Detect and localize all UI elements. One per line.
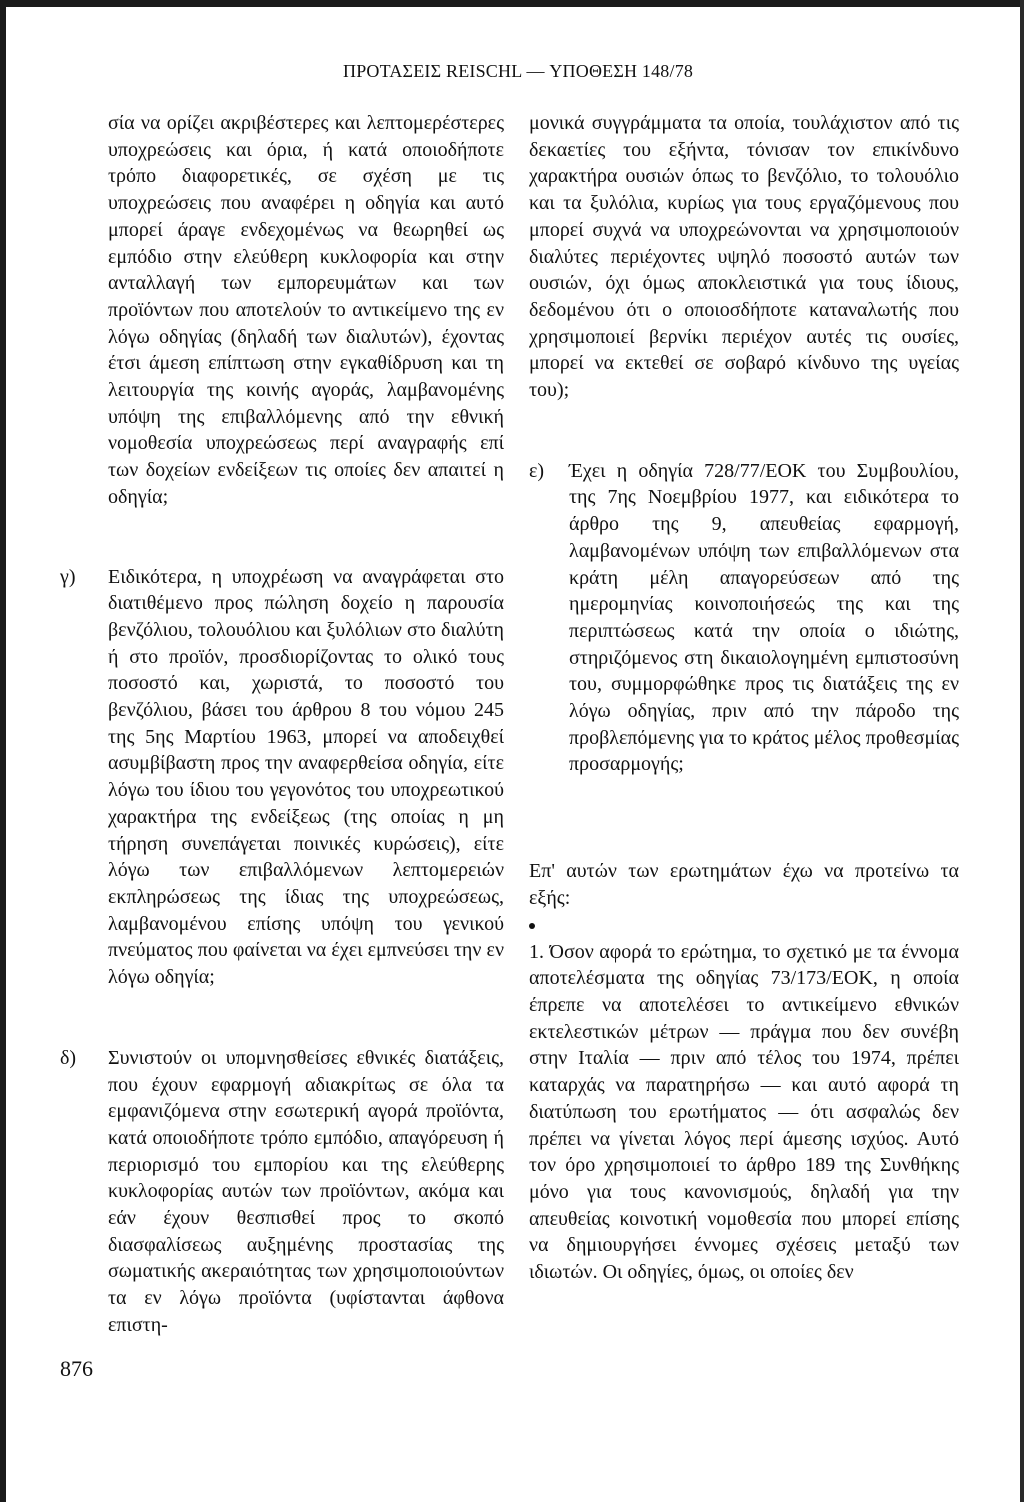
question-epsilon-text: Έχει η οδηγία 728/77/ΕΟΚ του Συμβουλίου, της 7ης Νοεμβρίου 1977, και ειδικότερα το άρθρο της 9, απευθείας εφαρμογή, λαμβανομένων υπόψη των επιβαλλόμενων στα κράτη μέλη απαγορεύσεων από της ημερομηνίας κοινοποιήσεώς της και της περιπτώσεως κατά την οποία ο ιδιώτης, στηριζόμενος στη δικαιολογημένη εμπιστοσύνη του, συμμορφώθηκε προς τις διατάξεις της εν λόγω οδηγίας, πριν από την πάροδο της προβλεπόμενης για το κράτος μέλος προθεσμίας προσαρμογής; [569, 459, 959, 776]
scan-border-top [0, 0, 1024, 7]
bullet-dot [529, 912, 959, 939]
question-delta-text: Συνιστούν οι υπομνησθείσες εθνικές διατάξεις, που έχουν εφαρμογή αδιακρίτως σε όλα τα εμφανιζόμενα στην εσωτερική αγορά προϊόντα, κατά οποιοδήποτε τρόπο εμπόδιο, απαγόρευση ή περιορισμό του εμπορίου και της ελεύθερης κυκλοφορίας αυτών των προϊόντων, ακόμα και εάν έχουν θεσπισθεί προς το σκοπό διασφαλίσεως αυξημένης προστασίας της σωματικής ακεραιότητας των χρησιμοποιούντων τα εν λόγω προϊόντα (υφίστανται άφθονα επιστη- [108, 1046, 504, 1336]
left-column [60, 110, 504, 1339]
question-epsilon-marker: ε) [529, 459, 545, 482]
right-intro-paragraph: μονικά συγγράμματα τα οποία, τουλάχιστον από τις δεκαετίες του εξήντα, τόνισαν τον επικίνδυνο χαρακτήρα ουσιών όπως το βενζόλιο, το τολουόλιο και τα ξυλόλια, κυρίως για τους εργαζόμενους που μπορεί συχνά να υποχρεώνονται να χρησιμοποιούν διαλύτες περιέχοντες υψηλό ποσοστό αυτών των ουσιών, όχι όμως αποκλειστικά για τους ίδιους, δεδομένου ότι ο οποιοσδήποτε καταναλωτής που χρησιμοποιεί βερνίκι περιέχον αυτές τις ουσίες, μπορεί να εκτεθεί σε σοβαρό κίνδυνο της υγείας του); [529, 112, 959, 402]
question-epsilon [529, 458, 959, 778]
running-header: ΠΡΟΤΑΣΕΙΣ REISCHL — ΥΠΟΘΕΣΗ 148/78 [343, 61, 694, 81]
question-delta-marker: δ) [60, 1046, 77, 1069]
question-gamma-marker: γ) [60, 565, 76, 588]
page-number: 876 [60, 1356, 93, 1381]
scan-border-left [0, 0, 6, 1502]
left-intro-paragraph: σία να ορίζει ακριβέστερες και λεπτομερέστερες υποχρεώσεις και όρια, ή κατά οποιοδήποτε τρόπο διαφορετικές, σε σχέση με τις υποχρεώσεις που αναφέρει η οδηγία και αυτό μπορεί άραγε ενδεχομένως να θεωρηθεί ως εμπόδιο στην ελεύθερη κυκλοφορία και στην ανταλλαγή των εμπορευμάτων και των προϊόντων που αποτελούν το αντικείμενο της εν λόγω οδηγίας (δηλαδή των διαλυτών), έχοντας έτσι άμεση επίπτωση στην εγκαθίδρυση και τη λειτουργία της κοινής αγοράς, λαμβανομένης υπόψη της επιβαλλόμενης από την εθνική νομοθεσία υποχρεώσεως περί αναγραφής επί των δοχείων ενδείξεων τις οποίες δεν απαιτεί η οδηγία; [108, 112, 504, 508]
right-column [529, 110, 959, 1286]
question-gamma-text: Ειδικότερα, η υποχρέωση να αναγράφεται στο διατιθέμενο προς πώληση δοχείο η παρουσία βενζόλιου, τολουόλιου και ξυλόλιων στο διαλύτη ή στο προϊόν, προσδιορίζοντας το ολικό τους ποσοστό και, χωριστά, το ποσοστό του βενζόλιου, βάσει του άρθρου 8 του νόμου 245 της 5ης Μαρτίου 1963, μπορεί να αποδειχθεί ασυμβίβαστη προς την αναφερθείσα οδηγία, είτε λόγω του ίδιου του γεγονότος του υποχρεωτικού χαρακτήρα της ενδείξεως (της οποίας η μη τήρηση συνεπάγεται ποινικές κυρώσεις), είτε λόγω των επιβαλλόμενων λεπτομερειών εκπληρώσεως της ίδιας της υποχρεώσεως, λαμβανομένου επίσης υπόψη του γενικού πνεύματος που φαίνεται να έχει εμπνεύσει την εν λόγω οδηγία; [108, 565, 504, 989]
bullet-mark [529, 923, 535, 929]
proposal-intro: Επ' αυτών των ερωτημάτων έχω να προτείνω τα εξής: [529, 860, 959, 909]
question-delta [60, 1045, 504, 1339]
question-gamma [60, 564, 504, 991]
point-1-paragraph: 1. Όσον αφορά το ερώτημα, το σχετικό με τα έννομα αποτελέσματα της οδηγίας 73/173/ΕΟΚ, η οποία έπρεπε να αποτελέσει το αντικείμενο εθνικών εκτελεστικών μέτρων — πράγμα που δεν συνέβη στην Ιταλία — πριν από τέλος του 1974, πρέπει καταρχάς να παρατηρήσω — και αυτό αφορά τη διατύπωση του ερωτήματος — ότι ασφαλώς δεν πρέπει να γίνεται λόγος περί άμεσης ισχύος. Αυτό τον όρο χρησιμοποιεί το άρθρο 189 της Συνθήκης μόνο για τους κανονισμούς, δηλαδή για την απευθείας κοινοτική νομοθεσία που μπορεί επίσης να δημιουργήσει έννομες σχέσεις μεταξύ των ιδιωτών. Οι οδηγίες, όμως, οι οποίες δεν [529, 940, 959, 1284]
scan-border-right [1020, 0, 1024, 1502]
